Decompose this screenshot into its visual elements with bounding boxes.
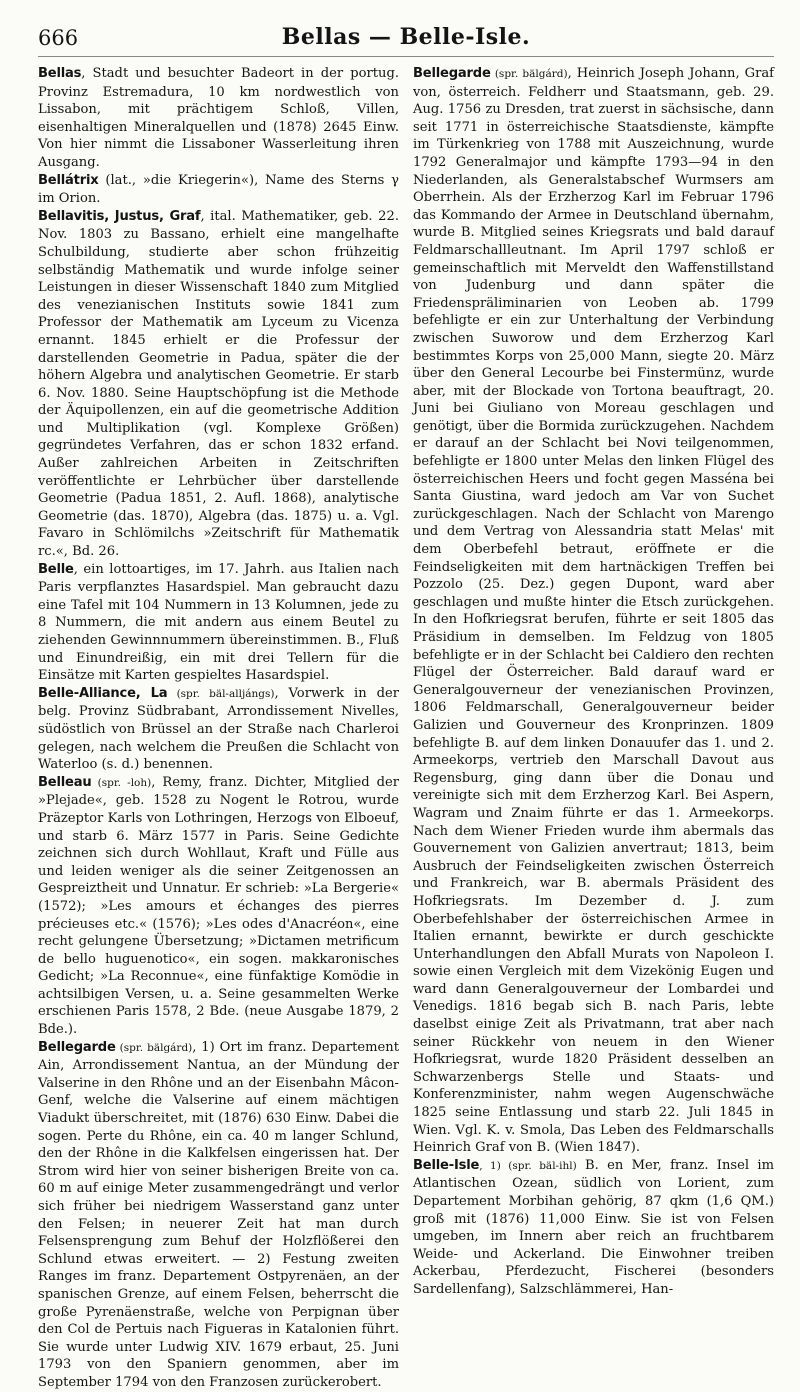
entry-belleau [38, 774, 399, 1039]
entry-pronunciation: (spr. bälgárd) [115, 1041, 193, 1054]
entry-headword: Belle-Alliance, La [38, 685, 168, 701]
running-head: Bellas — Belle-Isle. [281, 24, 531, 50]
entry-headword: Bellas [38, 66, 82, 81]
entry-pronunciation: (spr. bälgárd) [490, 68, 568, 80]
entry-text: , Stadt und besuchter Badeort in der portug. Provinz Estremadura, 10 km nordwestlich von Lissabon, mit prächtigem Schloß, Villen, eisenhaltigen Mineralquellen und (1878) 2645 Einw. Von hier nimmt die Lissaboner Wasserleitung ihren Ausgang. [38, 66, 399, 170]
entry-bellavitis [38, 208, 399, 561]
entry-text: , ein lottoartiges, im 17. Jahrh. aus Italien nach Paris verpflanztes Hasardspiel. Man gebraucht dazu eine Tafel mit 104 Nummern in 13 Kolumnen, jede zu 8 Nummern, die mit andern aus einem Beutel zu ziehenden Gewinnnummern übereinstimmen. B., Fluß und Einundreißig, ein mit drei Tellern für die Einsätze mit Karten gespieltes Hasardspiel. [38, 561, 399, 684]
entry-text: (lat., »die Kriegerin«), Name des Sterns γ im Orion. [38, 172, 399, 207]
entry-headword: Belle-Isle [413, 1157, 480, 1173]
entry-text: , ital. Mathematiker, geb. 22. Nov. 1803 zu Bassano, erhielt eine mangelhafte Schulbildung, studierte aber schon frühzeitig selbständig Mathematik und wurde infolge seiner Leistungen in dieser Wissenschaft 1840 zum Mitglied des venezianischen Instituts sowie 1841 zum Professor der Mathematik am Lyceum zu Vicenza ernannt. 1845 erhielt er die Professur der darstellenden Geometrie in Padua, später die der höhern Algebra und analytischen Geometrie. Er starb 6. Nov. 1880. Seine Hauptschöpfung ist die Methode der Äquipollenzen, ein auf die geometrische Addition und Multiplikation (vgl. Komplexe Größen) gegründetes Verfahren, das er schon 1832 erfand. Außer zahlreichen Arbeiten in Zeitschriften veröffentlichte er Lehrbücher über darstellende Geometrie (Padua 1851, 2. Aufl. 1868), analytische Geometrie (das. 1870), Algebra (das. 1875) u. a. Vgl. Favaro in Schlömilchs »Zeitschrift für Mathematik rc.«, Bd. 26. [38, 208, 399, 560]
entry-headword: Bellegarde [413, 66, 491, 81]
entry-text: , Remy, franz. Dichter, Mitglied der »Plejade«, geb. 1528 zu Nogent le Rotrou, wurde Präzeptor Karls von Lothringen, Herzogs von Elboeuf, und starb 6. März 1577 in Paris. Seine Gedichte zeichnen sich durch Wohllaut, Kraft und Fülle aus und leiden weniger als die seiner Zeitgenossen an Gespreiztheit und Unnatur. Er schrieb: »La Bergerie« (1572); »Les amours et échanges des pierres précieuses etc.« (1576); »Les odes d'Anacréon«, eine recht gelungene Übersetzung; »Dictamen metrificum de bello huguenotico«, ein sogen. makkaronisches Gedicht; »La Reconnue«, eine fünfaktige Komödie in achtsilbigen Versen, u. a. Seine gesammelten Werke erschienen Paris 1578, 2 Bde. (neue Ausgabe 1879, 2 Bde.). [38, 774, 400, 1038]
entry-bellas [38, 65, 399, 172]
entry-text: , 1) Ort im franz. Departement Ain, Arrondissement Nantua, an der Mündung der Valserine in den Rhône und an der Eisenbahn Mâcon-Genf, welche die Valserine auf einem mächtigen Viadukt überschreitet, mit (1876) 630 Einw. Dabei die sogen. Perte du Rhône, ein ca. 40 m langer Schlund, den der Rhône in die Kalkfelsen eingerissen hat. Der Strom wird hier von seiner bisherigen Breite von ca. 60 m auf einige Meter zusammengedrängt und verlor sich früher bei niedrigem Wasserstand ganz unter den Felsen; in neuerer Zeit hat man durch Felsensprengung zum Behuf der Holzflößerei den Schlund etwas erweitert. — 2) Festung zweiten Ranges im franz. Departement Ostpyrenäen, an der spanischen Grenze, auf einem Felsen, beherrscht die große Pyrenäenstraße, welche von Perpignan über den Col de Pertuis nach Figueras in Katalonien führt. Sie wurde unter Ludwig XIV. 1679 erbaut, 25. Juni 1793 von den Spaniern genommen, aber im September 1794 von den Franzosen zurückerobert. [38, 1039, 399, 1390]
entry-headword: Bellátrix [38, 172, 99, 188]
left-column [38, 65, 399, 1392]
entry-headword: Belle [38, 561, 74, 577]
entry-text: B. en Mer, franz. Insel im Atlantischen Ozean, südlich von Lorient, zum Departement Morbihan gehörig, 87 qkm (1,6 QM.) groß mit (1876) 11,000 Einw. Sie ist von Felsen umgeben, im Innern aber reich an fruchtbarem Weide- und Ackerland. Die Einwohner treiben Ackerbau, Pferdezucht, Fischerei (besonders Sardellenfang), Salzschlämmerei, Han- [413, 1157, 774, 1297]
entry-text: , Heinrich Joseph Johann, Graf von, österreich. Feldherr und Staatsmann, geb. 29. Aug. 1756 zu Dresden, trat zuerst in sächsische, dann seit 1771 in österreichische Staatsdienste, kämpfte im Türkenkrieg von 1788 mit Auszeichnung, wurde 1792 Generalmajor und kämpfte 1793—94 in den Niederlanden, als Generalstabschef Wurmsers am Oberrhein. Als der Erzherzog Karl im Februar 1796 das Kommando der Armee in Deutschland übernahm, wurde B. Mitglied seines Kriegsrats und bald darauf Feldmarschallleutnant. Im April 1797 schloß er gemeinschaftlich mit Merveldt den Waffenstillstand von Judenburg und dann später die Friedenspräliminarien von Leoben ab. 1799 befehligte er ein zur Unterhaltung der Verbindung zwischen Suworow und dem Erzherzog Karl bestimmtes Korps von 25,000 Mann, siegte 20. März über den General Lecourbe bei Finstermünz, wurde aber, mit der Blockade von Tortona beauftragt, 20. Juni bei Giuliano von Moreau geschlagen und genötigt, über die Bormida zurückzugehen. Nachdem er darauf an der Schlacht bei Novi teilgenommen, befehligte er 1800 unter Melas den linken Flügel des österreichischen Heers und focht gegen Masséna bei Santa Giustina, ward jedoch am Var von Suchet zurückgeschlagen. Nach der Schlacht von Marengo und dem Vertrag von Alessandria statt Melas' mit dem Oberbefehl betraut, eröffnete er die Feindseligkeiten mit dem hartnäckigen Treffen bei Pozzolo (25. Dez.) gegen Dupont, ward aber geschlagen und mußte hinter die Etsch zurückgehen. In den Hofkriegsrat berufen, führte er seit 1805 das Präsidium in demselben. Im Feldzug von 1805 befehligte er in der Schlacht bei Caldiero den rechten Flügel der Österreicher. Bald darauf ward er Generalgouverneur der venezianischen Provinzen, 1806 Feldmarschall, Generalgouverneur beider Galizien und Gouverneur des Kronprinzen. 1809 befehligte B. auf dem linken Donauufer das 1. und 2. Armeekorps, vertrieb den Marschall Davout aus Regensburg, ging dann über die Donau und vereinigte sich mit dem Erzherzog Karl. Bei Aspern, Wagram und Znaim führte er das 1. Armeekorps. Nach dem Wiener Frieden wurde ihm abermals das Gouvernement von Galizien anvertraut; 1813, beim Ausbruch der Feindseligkeiten zwischen Österreich und Frankreich, war B. abermals Präsident des Hofkriegsrats. Im Dezember d. J. zum Oberbefehlshaber der österreichischen Armee in Italien ernannt, bewirkte er durch geschickte Unterhandlungen den Abfall Murats von Napoleon I. sowie einen Vergleich mit dem Vizekönig Eugen und ward dann Generalgouverneur der Lombardei und Venedigs. 1816 begab sich B. nach Paris, lebte daselbst einige Zeit als Privatmann, trat aber nach seiner Rückkehr von neuem in den Wiener Hofkriegsrat, wurde 1820 Präsident desselben an Schwarzenbergs Stelle und Staats- und Konferenzminister, nahm wegen Augenschwäche 1825 seine Entlassung und starb 22. Juli 1845 in Wien. Vgl. K. v. Smola, Das Leben des Feldmarschalls Heinrich Graf von B. (Wien 1847). [413, 66, 774, 1156]
entry-headword: Belleau [38, 774, 92, 790]
right-column [413, 65, 774, 1392]
entry-bellatrix [38, 172, 399, 208]
entry-bellegarde-place [38, 1039, 399, 1392]
entry-belle-isle [413, 1157, 774, 1299]
text-columns [38, 65, 774, 1392]
page-header [38, 22, 774, 57]
entry-belle-alliance [38, 685, 399, 774]
entry-headword: Bellegarde [38, 1039, 116, 1055]
entry-belle [38, 561, 399, 685]
page-number: 666 [38, 26, 79, 50]
entry-pronunciation: (spr. bäl-alljángs) [167, 687, 275, 700]
entry-text: , Vorwerk in der belg. Provinz Südbrabant, Arrondissement Nivelles, südöstlich von Brüssel an der Straße nach Charleroi gelegen, nach welchem die Preußen die Schlacht von Waterloo (s. d.) benennen. [38, 685, 399, 773]
entry-pronunciation: (spr. -loh) [91, 776, 152, 789]
entry-headword: Bellavitis, Justus, Graf [38, 208, 201, 224]
entry-bellegarde-person [413, 65, 774, 1157]
entry-pronunciation: , 1) (spr. bäl-ihl) [479, 1159, 577, 1172]
